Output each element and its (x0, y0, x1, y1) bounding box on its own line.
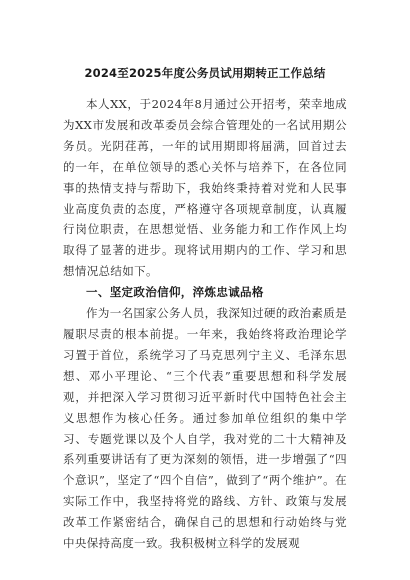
section-heading: 一、坚定政治信仰，淬炼忠诚品格 (86, 285, 264, 300)
section-paragraph: 作为一名国家公务人员，我深知过硬的政治素质是履职尽责的根本前提。一年来，我始终将政治理论学习置于首位，系统学习了马克思列宁主义、毛泽东思想、邓小平理论、“三个代表”重要思想和科学发展观，并把深入学习贯彻习近平新时代中国特色社会主义思想作为核心任务。通过参加单位组织的集中学习、专题党课以及个人自学，我对党的二十大精神及系列重要讲话有了更为深刻的领悟，进一步增强了“四个意识”，坚定了“四个自信”，做到了“两个维护”。在实际工作中，我坚持将党的路线、方针、政策与发展改革工作紧密结合，确保自己的思想和行动始终与党中央保持高度一致。我积极树立科学的发展观 (63, 306, 347, 551)
document-title: 2024至2025年度公务员试用期转正工作总结 (84, 66, 326, 80)
document-body (63, 94, 347, 554)
intro-paragraph: 本人XX，于2024年8月通过公开招考，荣幸地成为XX市发展和改革委员会综合管理处的一名试用期公务员。光阴荏苒，一年的试用期即将届满，回首过去的一年，在单位领导的悉心关怀与培养下，在各位同事的热情支持与帮助下，我始终秉持着对党和人民事业高度负责的态度，严格遵守各项规章制度，认真履行岗位职责，在思想觉悟、业务能力和工作作风上均取得了显著的进步。现将试用期内的工作、学习和思想情况总结如下。 (63, 97, 347, 279)
